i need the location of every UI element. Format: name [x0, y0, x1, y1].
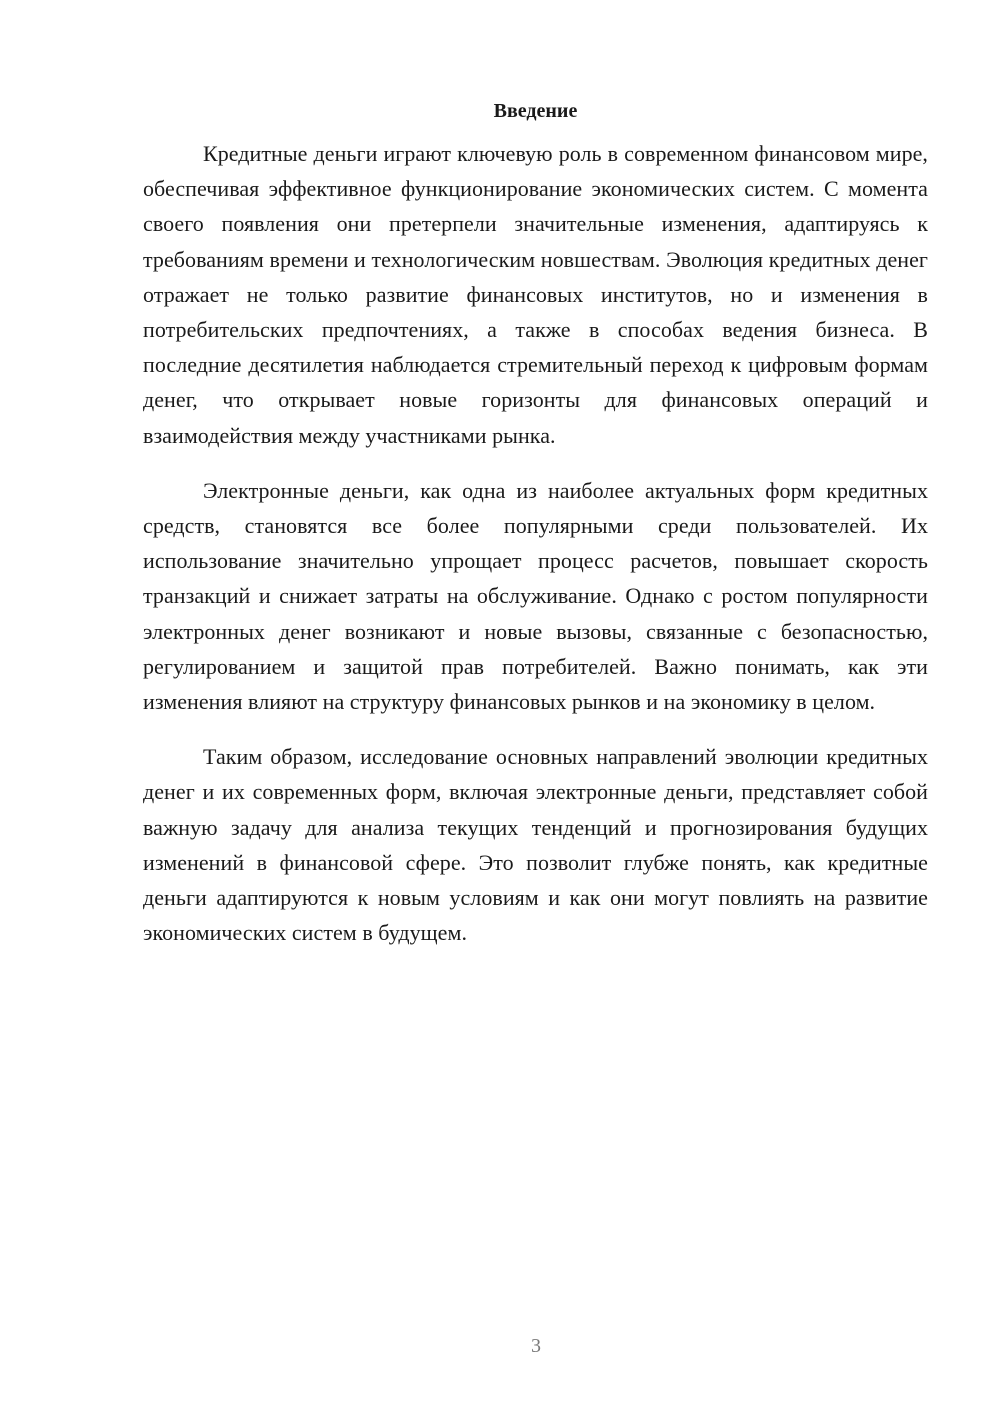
paragraph-3: Таким образом, исследование основных направлений эволюции кредитных денег и их современных форм, включая электронные деньги, представляет собой важную задачу для анализа текущих тенденций и прогнозирования будущих изменений в финансовой сфере. Это позволит глубже понять, как кредитные деньги адаптируются к новым условиям и как они могут повлиять на развитие экономических систем в будущем. [143, 744, 928, 946]
paragraph-1: Кредитные деньги играют ключевую роль в современном финансовом мире, обеспечивая эффективное функционирование экономических систем. С момента своего появления они претерпели значительные изменения, адаптируясь к требованиям времени и технологическим новшествам. Эволюция кредитных денег отражает не только развитие финансовых институтов, но и изменения в потребительских предпочтениях, а также в способах ведения бизнеса. В последние десятилетия наблюдается стремительный переход к цифровым формам денег, что открывает новые горизонты для финансовых операций и взаимодействия между участниками рынка. [143, 141, 928, 448]
section-heading: Введение [493, 100, 578, 122]
page-number: 3 [531, 1335, 541, 1357]
page-content [143, 98, 928, 970]
paragraph-2: Электронные деньги, как одна из наиболее актуальных форм кредитных средств, становятся все более популярными среди пользователей. Их использование значительно упрощает процесс расчетов, повышает скорость транзакций и снижает затраты на обслуживание. Однако с ростом популярности электронных денег возникают и новые вызовы, связанные с безопасностью, регулированием и защитой прав потребителей. Важно понимать, как эти изменения влияют на структуру финансовых рынков и на экономику в целом. [143, 477, 928, 715]
